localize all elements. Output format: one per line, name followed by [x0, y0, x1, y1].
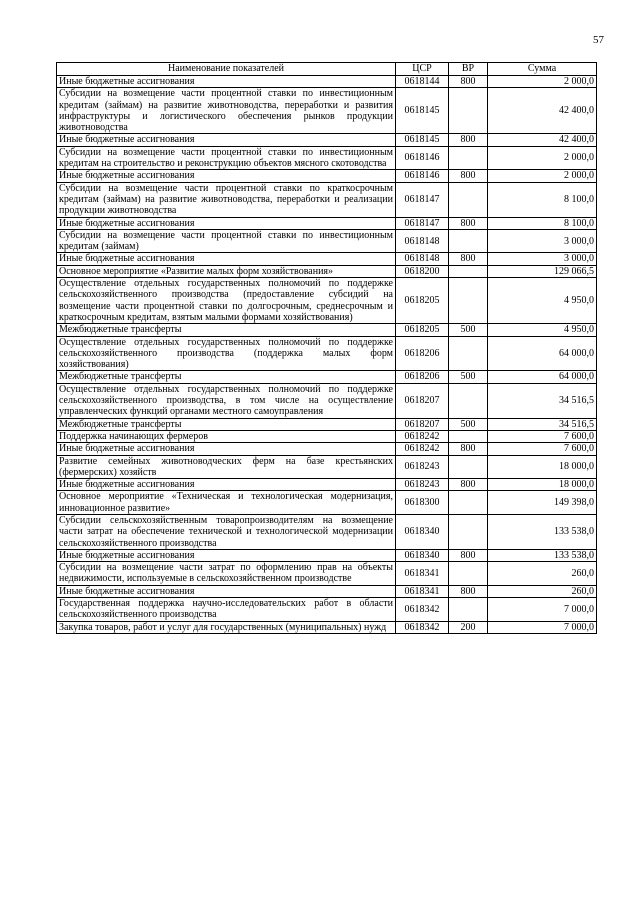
table-header-row: [57, 63, 597, 76]
table-row: [57, 430, 597, 442]
header-sum: Сумма: [488, 63, 597, 76]
table-row: [57, 265, 597, 277]
row-csr: 0618205: [396, 324, 449, 336]
table-row: [57, 278, 597, 324]
row-vr: [449, 430, 488, 442]
row-name: Субсидии сельскохозяйственным товаропроизводителям на возмещение части затрат на обеспечение технической и технологической модернизации сельскохозяйственного производства: [57, 514, 396, 549]
table-row: [57, 418, 597, 430]
row-vr: 800: [449, 253, 488, 265]
table-row: [57, 455, 597, 479]
row-csr: 0618242: [396, 430, 449, 442]
row-vr: 800: [449, 585, 488, 597]
row-vr: [449, 491, 488, 515]
row-sum: 8 100,0: [488, 182, 597, 217]
row-csr: 0618147: [396, 217, 449, 229]
table-row: [57, 229, 597, 253]
row-sum: 260,0: [488, 585, 597, 597]
row-csr: 0618342: [396, 621, 449, 633]
row-vr: [449, 88, 488, 134]
row-sum: 7 000,0: [488, 598, 597, 622]
row-name: Основное мероприятие «Техническая и технологическая модернизация, инновационное развитие»: [57, 491, 396, 515]
row-sum: 133 538,0: [488, 514, 597, 549]
page-number: 57: [593, 34, 604, 46]
row-name: Иные бюджетные ассигнования: [57, 479, 396, 491]
row-name: Осуществление отдельных государственных полномочий по поддержке сельскохозяйственного производства (поддержка малых форм хозяйствования): [57, 336, 396, 371]
row-sum: 42 400,0: [488, 88, 597, 134]
row-sum: 2 000,0: [488, 146, 597, 170]
row-name: Межбюджетные трансферты: [57, 418, 396, 430]
budget-table: [56, 62, 597, 634]
row-vr: [449, 562, 488, 586]
row-name: Субсидии на возмещение части процентной ставки по инвестиционным кредитам (займам): [57, 229, 396, 253]
row-csr: 0618200: [396, 265, 449, 277]
row-csr: 0618342: [396, 598, 449, 622]
row-csr: 0618243: [396, 455, 449, 479]
row-csr: 0618144: [396, 76, 449, 88]
row-sum: 34 516,5: [488, 383, 597, 418]
row-vr: 800: [449, 134, 488, 146]
row-csr: 0618207: [396, 418, 449, 430]
row-name: Иные бюджетные ассигнования: [57, 170, 396, 182]
row-csr: 0618340: [396, 549, 449, 561]
row-name: Межбюджетные трансферты: [57, 371, 396, 383]
table-row: [57, 371, 597, 383]
table-row: [57, 76, 597, 88]
row-csr: 0618148: [396, 253, 449, 265]
row-sum: 7 600,0: [488, 430, 597, 442]
row-vr: [449, 336, 488, 371]
row-sum: 149 398,0: [488, 491, 597, 515]
row-csr: 0618148: [396, 229, 449, 253]
row-name: Субсидии на возмещение части процентной ставки по инвестиционным кредитам (займам) на развитие животноводства, переработки и развития инфраструктуры и логистического обеспечения рынков продукции животноводства: [57, 88, 396, 134]
row-name: Иные бюджетные ассигнования: [57, 253, 396, 265]
row-csr: 0618145: [396, 88, 449, 134]
table-row: [57, 443, 597, 455]
row-sum: 129 066,5: [488, 265, 597, 277]
row-name: Иные бюджетные ассигнования: [57, 217, 396, 229]
header-csr: ЦСР: [396, 63, 449, 76]
row-name: Иные бюджетные ассигнования: [57, 585, 396, 597]
row-name: Закупка товаров, работ и услуг для государственных (муниципальных) нужд: [57, 621, 396, 633]
row-name: Государственная поддержка научно-исследовательских работ в области сельскохозяйственного производства: [57, 598, 396, 622]
table-row: [57, 585, 597, 597]
table-row: [57, 134, 597, 146]
row-csr: 0618206: [396, 336, 449, 371]
row-sum: 2 000,0: [488, 76, 597, 88]
row-vr: [449, 265, 488, 277]
row-sum: 8 100,0: [488, 217, 597, 229]
table-row: [57, 253, 597, 265]
table-row: [57, 88, 597, 134]
row-vr: 800: [449, 170, 488, 182]
row-name: Основное мероприятие «Развитие малых форм хозяйствования»: [57, 265, 396, 277]
row-vr: [449, 455, 488, 479]
row-csr: 0618205: [396, 278, 449, 324]
row-name: Иные бюджетные ассигнования: [57, 443, 396, 455]
row-name: Поддержка начинающих фермеров: [57, 430, 396, 442]
row-sum: 42 400,0: [488, 134, 597, 146]
row-sum: 34 516,5: [488, 418, 597, 430]
row-name: Иные бюджетные ассигнования: [57, 76, 396, 88]
row-csr: 0618341: [396, 585, 449, 597]
table-row: [57, 182, 597, 217]
row-name: Иные бюджетные ассигнования: [57, 134, 396, 146]
row-vr: 800: [449, 479, 488, 491]
row-sum: 64 000,0: [488, 371, 597, 383]
table-row: [57, 336, 597, 371]
row-sum: 3 000,0: [488, 253, 597, 265]
row-vr: 200: [449, 621, 488, 633]
row-vr: [449, 182, 488, 217]
table-row: [57, 324, 597, 336]
row-vr: 500: [449, 324, 488, 336]
table-row: [57, 479, 597, 491]
row-vr: 500: [449, 418, 488, 430]
row-vr: [449, 146, 488, 170]
row-sum: 2 000,0: [488, 170, 597, 182]
row-vr: [449, 229, 488, 253]
row-name: Развитие семейных животноводческих ферм на базе крестьянских (фермерских) хозяйств: [57, 455, 396, 479]
row-vr: [449, 383, 488, 418]
table-row: [57, 146, 597, 170]
row-csr: 0618207: [396, 383, 449, 418]
table-row: [57, 217, 597, 229]
header-name: Наименование показателей: [57, 63, 396, 76]
row-csr: 0618146: [396, 146, 449, 170]
table-row: [57, 170, 597, 182]
row-csr: 0618146: [396, 170, 449, 182]
row-vr: 800: [449, 217, 488, 229]
row-csr: 0618206: [396, 371, 449, 383]
row-csr: 0618242: [396, 443, 449, 455]
row-vr: 800: [449, 549, 488, 561]
row-vr: [449, 514, 488, 549]
row-name: Осуществление отдельных государственных полномочий по поддержке сельскохозяйственного производства, в том числе на осуществление управленческих функций органами местного самоуправления: [57, 383, 396, 418]
table-row: [57, 514, 597, 549]
table-row: [57, 598, 597, 622]
row-name: Субсидии на возмещение части затрат по оформлению прав на объекты недвижимости, используемые в сельскохозяйственном производстве: [57, 562, 396, 586]
row-name: Иные бюджетные ассигнования: [57, 549, 396, 561]
row-name: Осуществление отдельных государственных полномочий по поддержке сельскохозяйственного производства (предоставление субсидий на возмещение части процентной ставки по долгосрочным, среднесрочным и краткосрочным кредитам, взятым малыми формами хозяйствования): [57, 278, 396, 324]
row-sum: 133 538,0: [488, 549, 597, 561]
row-csr: 0618341: [396, 562, 449, 586]
row-sum: 64 000,0: [488, 336, 597, 371]
row-csr: 0618145: [396, 134, 449, 146]
row-vr: [449, 598, 488, 622]
table-row: [57, 621, 597, 633]
row-name: Субсидии на возмещение части процентной ставки по инвестиционным кредитам на строительство и реконструкцию объектов мясного скотоводства: [57, 146, 396, 170]
header-vr: ВР: [449, 63, 488, 76]
row-name: Межбюджетные трансферты: [57, 324, 396, 336]
row-name: Субсидии на возмещение части процентной ставки по краткосрочным кредитам (займам) на развитие животноводства, переработки и реализации продукции животноводства: [57, 182, 396, 217]
row-csr: 0618340: [396, 514, 449, 549]
row-vr: 800: [449, 76, 488, 88]
row-sum: 7 000,0: [488, 621, 597, 633]
row-vr: 500: [449, 371, 488, 383]
row-csr: 0618147: [396, 182, 449, 217]
row-sum: 4 950,0: [488, 278, 597, 324]
table-row: [57, 491, 597, 515]
row-vr: 800: [449, 443, 488, 455]
row-csr: 0618300: [396, 491, 449, 515]
table-row: [57, 383, 597, 418]
row-csr: 0618243: [396, 479, 449, 491]
row-sum: 7 600,0: [488, 443, 597, 455]
row-vr: [449, 278, 488, 324]
row-sum: 18 000,0: [488, 479, 597, 491]
row-sum: 3 000,0: [488, 229, 597, 253]
row-sum: 18 000,0: [488, 455, 597, 479]
row-sum: 260,0: [488, 562, 597, 586]
table-row: [57, 549, 597, 561]
row-sum: 4 950,0: [488, 324, 597, 336]
table-body: [57, 76, 597, 634]
table-row: [57, 562, 597, 586]
